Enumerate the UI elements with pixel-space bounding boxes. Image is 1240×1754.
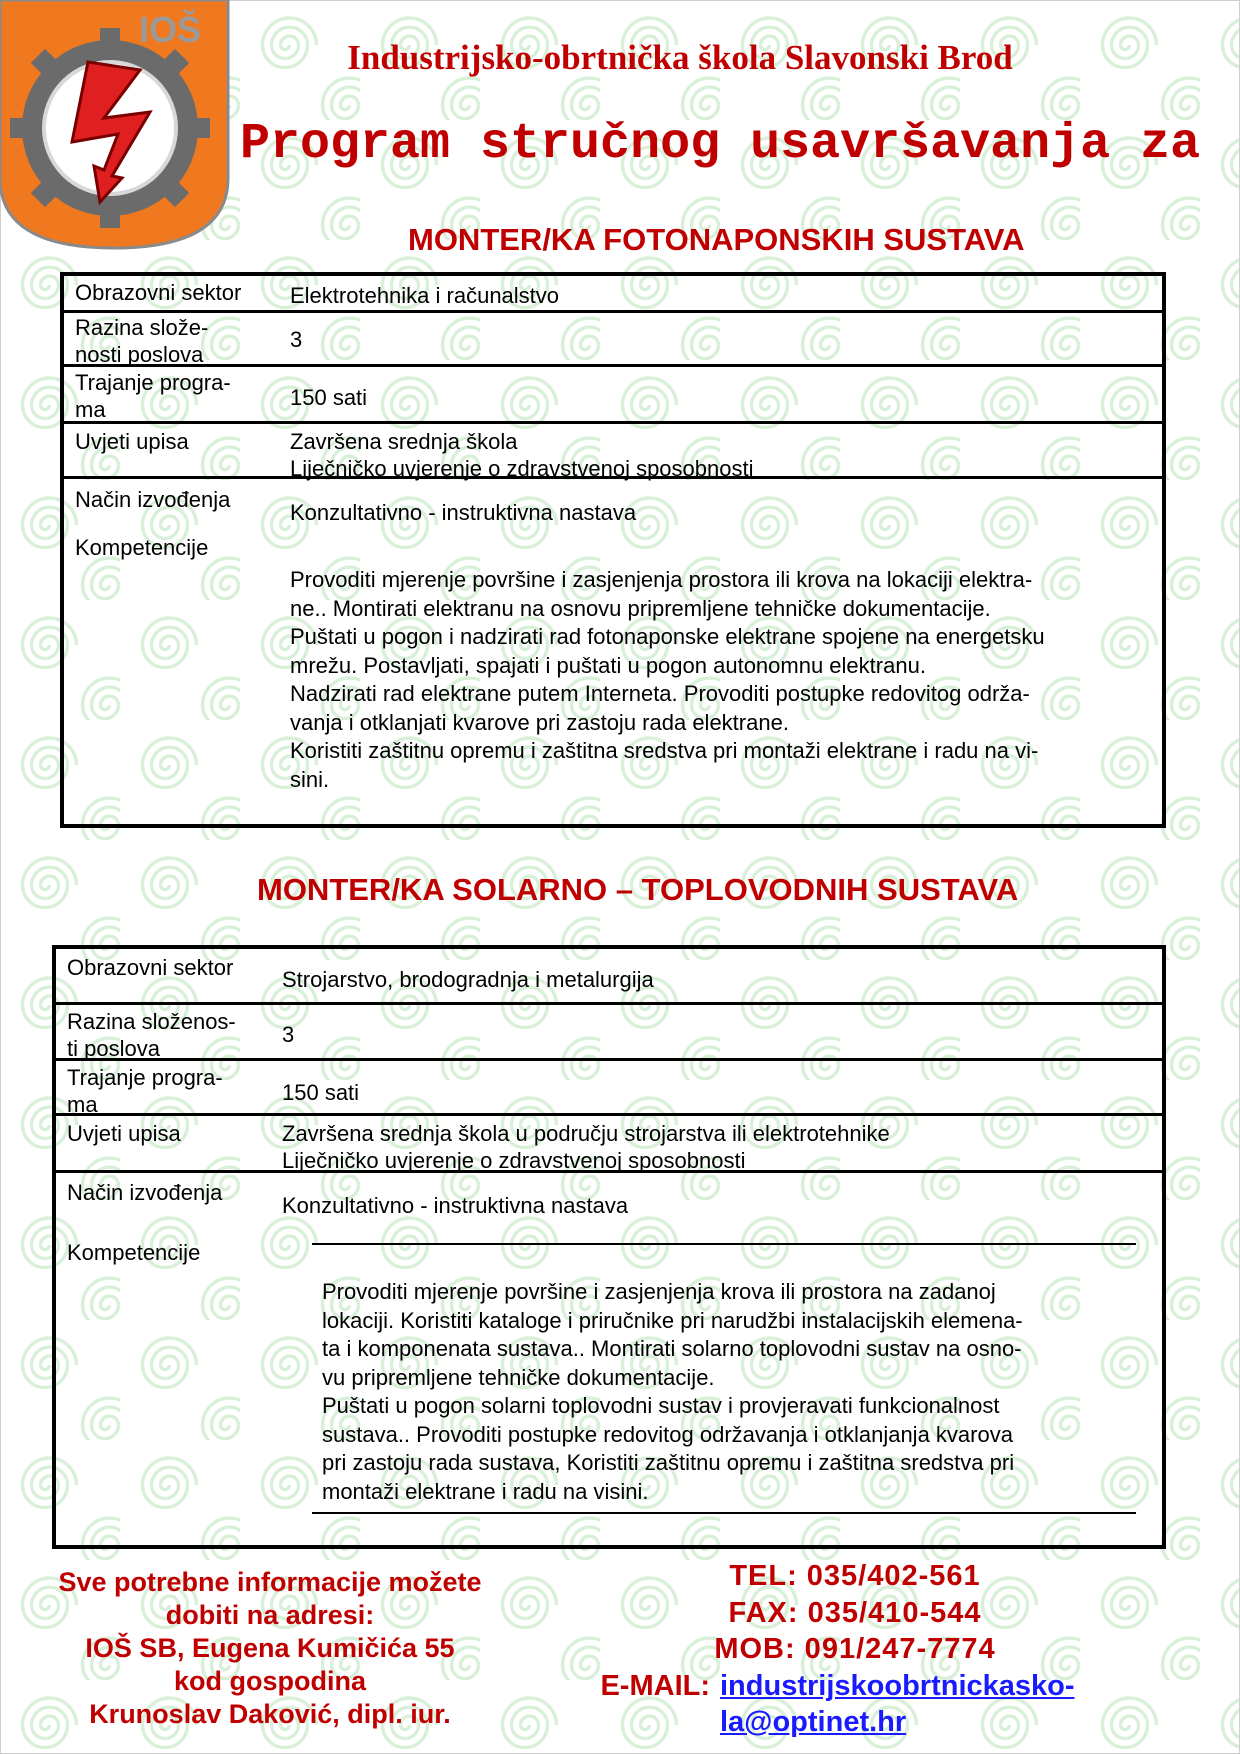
contact-info-block <box>30 1566 510 1731</box>
email-link[interactable]: industrijskoobrtnickasko- la@optinet.hr <box>720 1669 1075 1738</box>
contact-person: Krunoslav Daković, dipl. iur. <box>89 1699 451 1729</box>
program-title: Program stručnog usavršavanja za <box>240 116 1201 173</box>
section-title-fotonaponski: MONTER/KA FOTONAPONSKIH SUSTAVA <box>408 222 1025 257</box>
row-value: 150 sati <box>282 1080 360 1105</box>
competencies-top-rule <box>312 1243 1136 1245</box>
section-title-solarno-toplovodni: MONTER/KA SOLARNO – TOPLOVODNIH SUSTAVA <box>257 872 1019 907</box>
row-value: Završena srednja škola Liječničko uvjerenje o zdravstvenoj sposobnosti <box>290 429 754 481</box>
row-label: Uvjeti upisa <box>67 1121 181 1146</box>
email-label: E-MAIL: <box>600 1669 710 1702</box>
info-line: dobiti na adresi: <box>165 1600 375 1630</box>
email-line <box>585 1668 1125 1741</box>
row-divider <box>56 1002 1162 1005</box>
row-value: 3 <box>290 327 303 352</box>
info-line: kod gospodina <box>174 1666 366 1696</box>
row-value: Strojarstvo, brodogradnja i metalurgija <box>282 967 654 992</box>
school-logo <box>0 0 230 250</box>
row-label: Način izvođenja <box>75 487 231 512</box>
competencies-text: Provoditi mjerenje površine i zasjenjenja krova ili prostora na zadanoj lokaciji. Koristiti kataloge i priručnike pri narudžbi instalacijskih elemena- ta i komponenata sustava.. Montirati solarno toplovodni sustav na osno- vu pripremljene tehničke dokumentacije. Puštati u pogon solarni toplovodni sustav i provjeravati funkcionalnost sustava.. Provoditi postupke redovitog održavanja i otklanjanja kvarova pri zastoju rada sustava, Koristiti zaštitnu opremu i zaštitna sredstva pri montaži elektrane i radu na visini. <box>322 1279 1023 1504</box>
info-line: Sve potrebne informacije možete <box>58 1567 482 1597</box>
row-value: Konzultativno - instruktivna nastava <box>282 1193 629 1218</box>
row-label: Način izvođenja <box>67 1180 223 1205</box>
row-label: Razina složenos- ti poslova <box>67 1009 236 1061</box>
row-label: Uvjeti upisa <box>75 429 189 454</box>
row-label: Obrazovni sektor <box>67 955 234 980</box>
row-value: Elektrotehnika i računalstvo <box>290 283 560 308</box>
row-label: Trajanje progra- ma <box>67 1065 223 1117</box>
competencies-label: Kompetencije <box>67 1240 201 1265</box>
competencies-bottom-rule <box>312 1512 1136 1514</box>
row-value: 3 <box>282 1022 295 1047</box>
contact-numbers-block <box>585 1558 1125 1741</box>
row-value: Završena srednja škola u području strojarstva ili elektrotehnike Liječničko uvjerenje o zdravstvenoj sposobnosti <box>282 1121 890 1173</box>
row-label: Razina slože- nosti poslova <box>75 315 209 367</box>
row-value: Konzultativno - instruktivna nastava <box>290 500 637 525</box>
program-table-fotonaponski <box>60 272 1166 828</box>
fax-line: FAX: 035/410-544 <box>728 1596 982 1629</box>
row-divider <box>64 364 1162 367</box>
school-name: Industrijsko-obrtnička škola Slavonski Brod <box>347 38 1013 77</box>
row-value: 150 sati <box>290 385 368 410</box>
competencies-label: Kompetencije <box>75 535 209 560</box>
competencies-text: Provoditi mjerenje površine i zasjenjenja prostora ili krova na lokaciji elektra- ne.. Montirati elektranu na osnovu pripremljene tehničke dokumentacije. Puštati u pogon i nadzirati rad fotonaponske elektrane spojene na energetsku mrežu. Postavljati, spajati i puštati u pogon autonomnu elektranu. Nadzirati rad elektrane putem Interneta. Provoditi postupke redovitog održa- vanja i otklanjati kvarove pri zastoju rada elektrane. Koristiti zaštitnu opremu i zaštitna sredstva pri montaži elektrane i radu na vi- sini. <box>290 567 1045 792</box>
mob-line: MOB: 091/247-7774 <box>714 1633 996 1665</box>
row-label: Trajanje progra- ma <box>75 370 231 422</box>
row-label: Obrazovni sektor <box>75 280 242 305</box>
tel-line: TEL: 035/402-561 <box>729 1560 981 1592</box>
row-divider <box>64 310 1162 313</box>
address-line: IOŠ SB, Eugena Kumičića 55 <box>85 1633 455 1663</box>
logo-text: IOŠ <box>138 9 202 50</box>
program-table-solarno-toplovodni <box>52 945 1166 1549</box>
